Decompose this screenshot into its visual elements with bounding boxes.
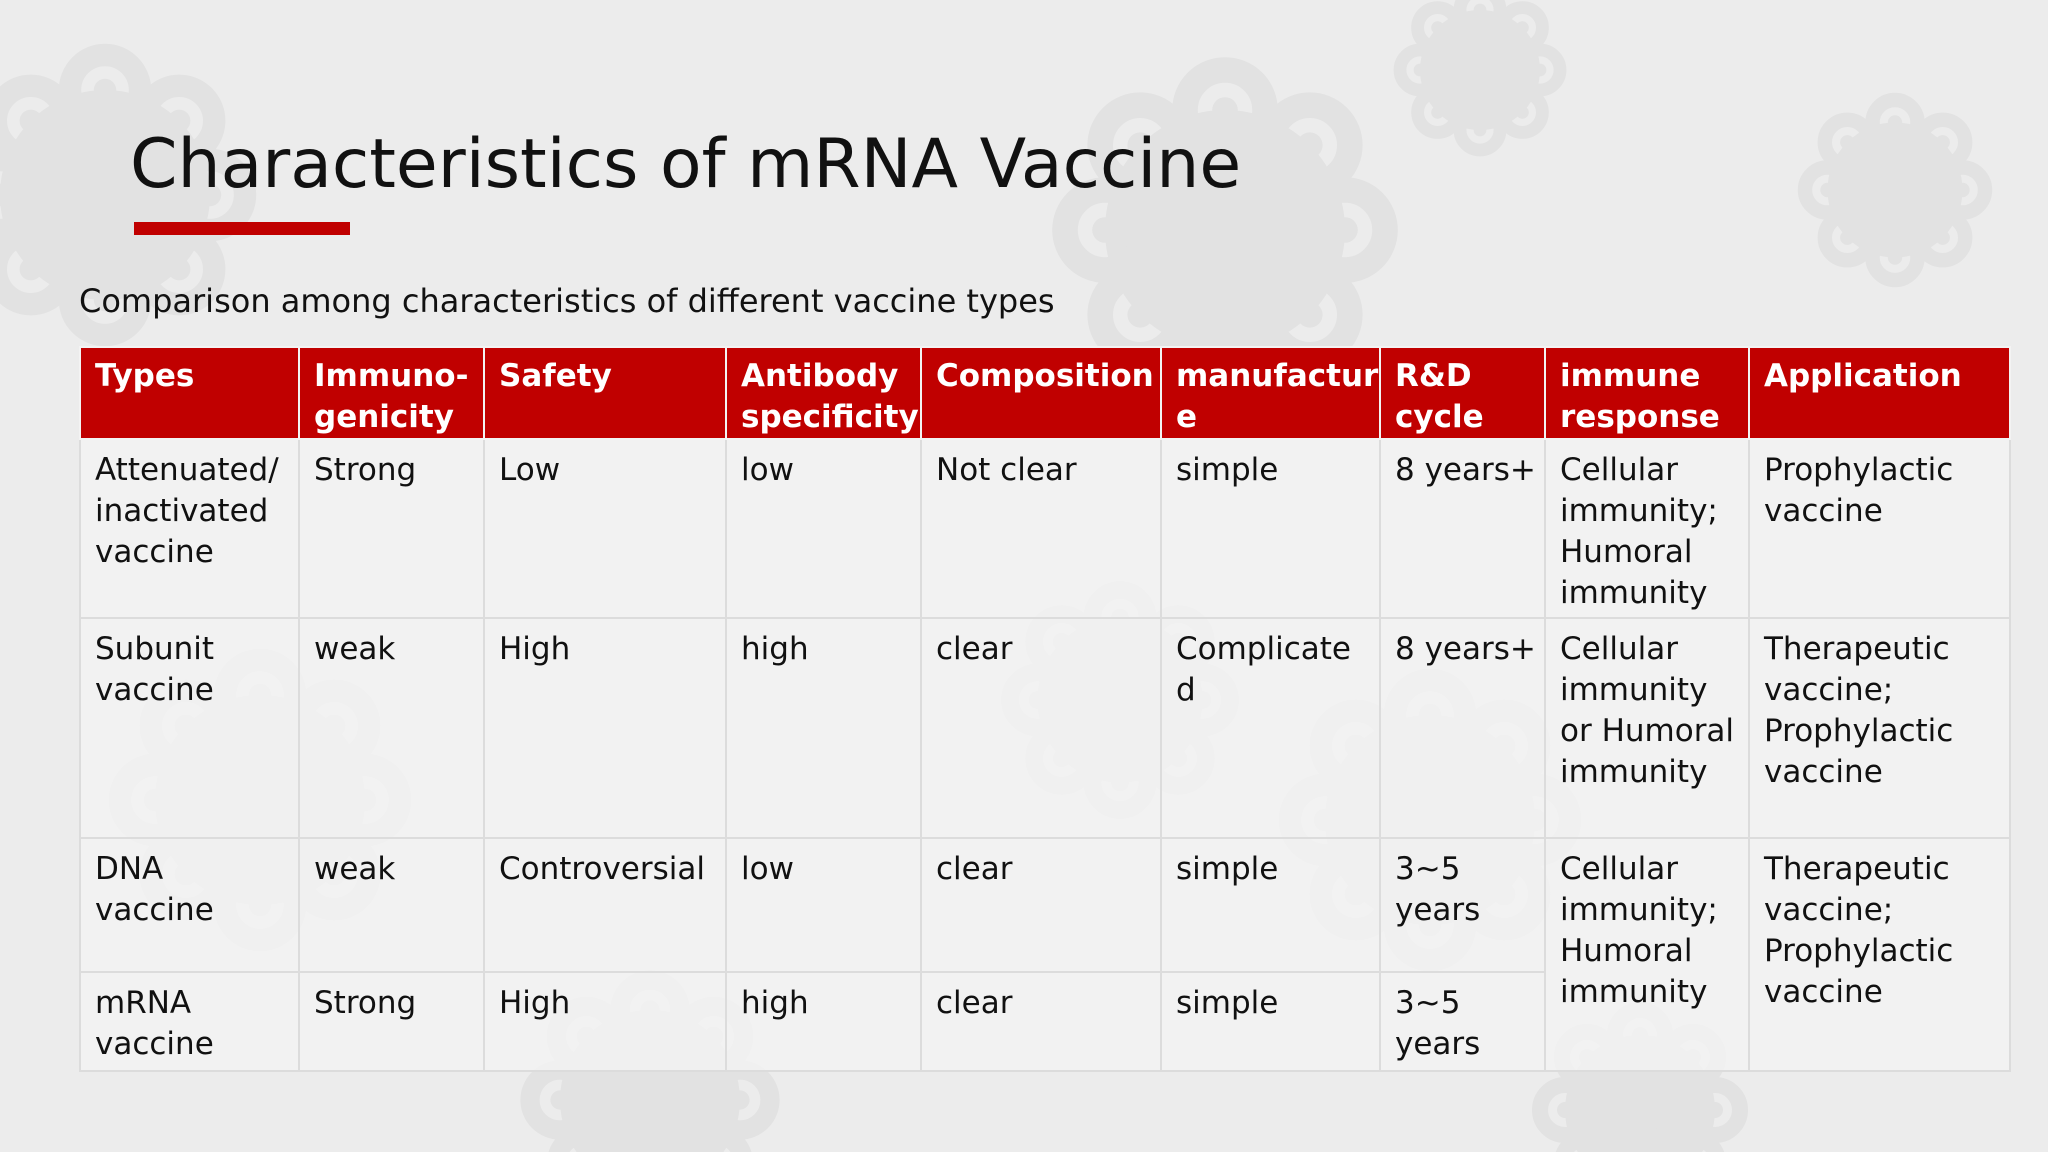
header-application: Application bbox=[1749, 347, 2010, 439]
table-header-row bbox=[80, 347, 2010, 439]
cell-safety: High bbox=[484, 972, 726, 1071]
cell-antibody-specificity: high bbox=[726, 972, 921, 1071]
cell-immune-response: Cellular immunity; Humoral immunity bbox=[1545, 439, 1749, 618]
cell-antibody-specificity: low bbox=[726, 439, 921, 618]
cell-composition: clear bbox=[921, 618, 1161, 838]
cell-antibody-specificity: high bbox=[726, 618, 921, 838]
vaccine-comparison-table bbox=[79, 346, 2011, 1072]
cell-type: Subunit vaccine bbox=[80, 618, 299, 838]
table-row bbox=[80, 439, 2010, 618]
title-underline bbox=[134, 222, 350, 235]
cell-safety: Controversial bbox=[484, 838, 726, 972]
cell-application: Therapeutic vaccine; Prophylactic vaccine bbox=[1749, 838, 2010, 1071]
cell-safety: Low bbox=[484, 439, 726, 618]
cell-immune-response: Cellular immunity or Humoral immunity bbox=[1545, 618, 1749, 838]
cell-immune-response: Cellular immunity; Humoral immunity bbox=[1545, 838, 1749, 1071]
header-composition: Composition bbox=[921, 347, 1161, 439]
header-immunogenicity: Immuno- genicity bbox=[299, 347, 484, 439]
cell-rd-cycle: 3~5 years bbox=[1380, 838, 1545, 972]
header-manufacture: manufactur e bbox=[1161, 347, 1380, 439]
cell-rd-cycle: 8 years+ bbox=[1380, 439, 1545, 618]
cell-antibody-specificity: low bbox=[726, 838, 921, 972]
cell-type: Attenuated/ inactivated vaccine bbox=[80, 439, 299, 618]
cell-composition: clear bbox=[921, 838, 1161, 972]
table-row bbox=[80, 618, 2010, 838]
cell-rd-cycle: 3~5 years bbox=[1380, 972, 1545, 1071]
cell-rd-cycle: 8 years+ bbox=[1380, 618, 1545, 838]
table-row bbox=[80, 838, 2010, 972]
header-safety: Safety bbox=[484, 347, 726, 439]
cell-application: Prophylactic vaccine bbox=[1749, 439, 2010, 618]
cell-immunogenicity: weak bbox=[299, 838, 484, 972]
cell-manufacture: simple bbox=[1161, 439, 1380, 618]
cell-manufacture: simple bbox=[1161, 838, 1380, 972]
cell-manufacture: simple bbox=[1161, 972, 1380, 1071]
cell-composition: Not clear bbox=[921, 439, 1161, 618]
cell-immunogenicity: Strong bbox=[299, 439, 484, 618]
cell-manufacture: Complicate d bbox=[1161, 618, 1380, 838]
cell-composition: clear bbox=[921, 972, 1161, 1071]
header-antibody-specificity: Antibody specificity bbox=[726, 347, 921, 439]
slide-title: Characteristics of mRNA Vaccine bbox=[130, 125, 1242, 204]
header-rd-cycle: R&D cycle bbox=[1380, 347, 1545, 439]
cell-type: DNA vaccine bbox=[80, 838, 299, 972]
cell-type: mRNA vaccine bbox=[80, 972, 299, 1071]
cell-safety: High bbox=[484, 618, 726, 838]
virus-icon bbox=[1820, 115, 1969, 264]
header-types: Types bbox=[80, 347, 299, 439]
virus-icon bbox=[1414, 4, 1547, 137]
cell-immunogenicity: weak bbox=[299, 618, 484, 838]
table-caption: Comparison among characteristics of different vaccine types bbox=[79, 282, 1055, 320]
cell-application: Therapeutic vaccine; Prophylactic vaccine bbox=[1749, 618, 2010, 838]
cell-immunogenicity: Strong bbox=[299, 972, 484, 1071]
header-immune-response: immune response bbox=[1545, 347, 1749, 439]
